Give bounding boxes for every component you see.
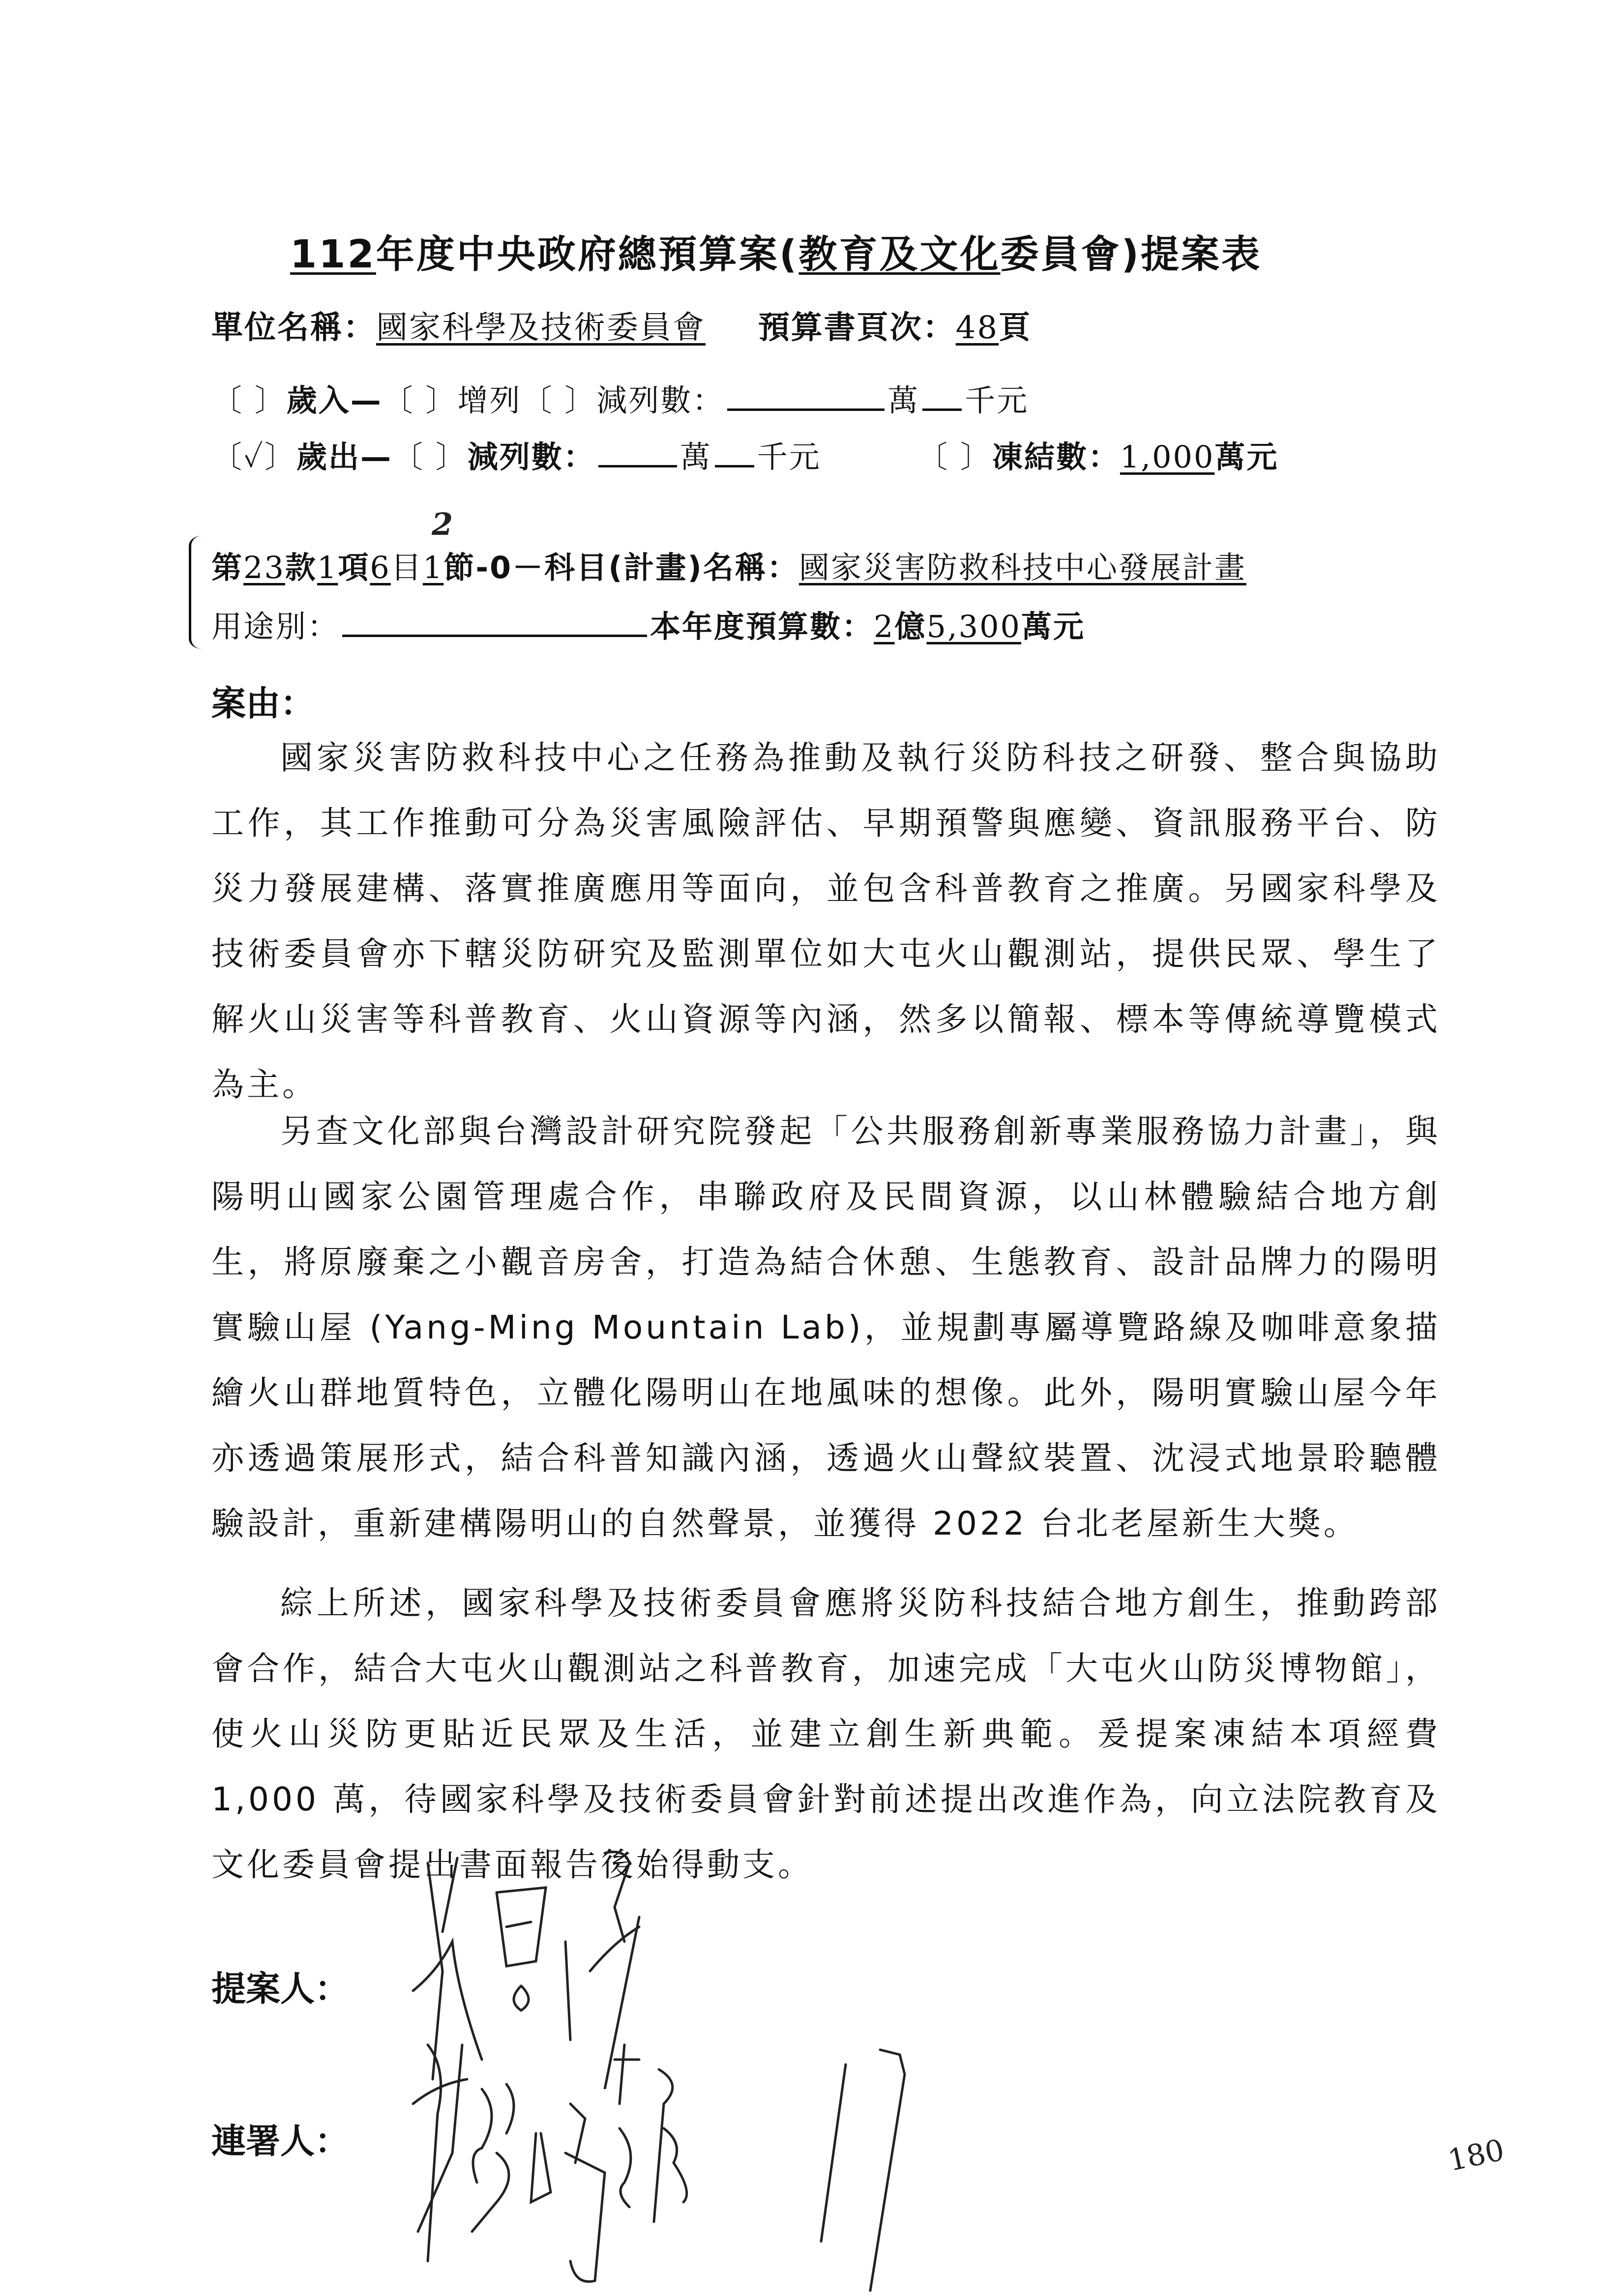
exp-qian-blank[interactable] [715,461,754,467]
title-text-1: 年度中央政府總預算案( [376,233,799,277]
budget-yi-value: 2 [874,609,895,644]
reason-paragraph-3: 綜上所述，國家科學及技術委員會應將災防科技結合地方創生，推動跨部會合作，結合大屯火山觀測站之科普教育，加速完成「大屯火山防災博物館」，使火山災防更貼近民眾及生活，並建立創生新典範。爰提案凍結本項經費 1,000 萬，待國家科學及技術委員會針對前述提出改進作為，向立法院教育及文化委員會提出書面報告後始得動支。 [211,1584,1441,1884]
reason-paragraph-2: 另查文化部與台灣設計研究院發起「公共服務創新專業服務協力計畫」，與陽明山國家公園管理處合作，串聯政府及民間資源，以山林體驗結合地方創生，將原廢棄之小觀音房舍，打造為結合休憩、生態教育、設計品牌力的陽明實驗山屋 (Yang-Ming Mountain Lab)，並規劃專屬導覽路線及咖啡意象描繪火山群地質特色，立體化陽明山在地風味的想像。此外，陽明實驗山屋今年亦透過策展形式，結合科普知識內涵，透過火山聲紋裝置、沈浸式地景聆聽體驗設計，重新建構陽明山的自然聲景，並獲得 2022 台北老屋新生大獎。 [211,1112,1441,1542]
mu-value: 6 [370,550,391,585]
decrease-label: 減列數： [596,382,725,418]
revenue-label: 歲入— [286,382,383,418]
freeze-unit: 萬元 [1214,439,1279,475]
usage-label: 用途別： [211,609,340,644]
title-year: 112 [290,233,376,277]
kuan-label: 款 [285,550,317,585]
exp-decrease-checkbox[interactable]: 〔 〕 [392,439,468,475]
budget-row [211,602,1085,646]
exp-qian-unit: 千元 [757,439,821,475]
handwritten-correction: 2 [432,506,453,542]
increase-label: 增列 [457,382,522,418]
cosigner-signatures [408,2005,1244,2296]
title-committee: 教育及文化 [798,233,1001,277]
exp-wan-unit: 萬 [679,439,712,475]
budget-wan-unit: 萬元 [1021,609,1086,644]
unit-label: 單位名稱： [211,310,376,346]
expenditure-row [211,433,1278,476]
wan-unit: 萬 [887,382,920,418]
freeze-value: 1,000 [1120,439,1215,475]
unit-value: 國家科學及技術委員會 [376,310,706,346]
reason-paragraph-1: 國家災害防救科技中心之任務為推動及執行災防科技之研發、整合與協助工作，其工作推動可分為災害風險評估、早期預警與應變、資訊服務平台、防災力發展建構、落實推廣應用等面向，並包含科普教育之推廣。另國家科學及技術委員會亦下轄災防研究及監測單位如大屯火山觀測站，提供民眾、學生了解火山災害等科普教育、火山資源等內涵，然多以簡報、標本等傳統導覽模式為主。 [211,739,1441,1104]
expenditure-label: 歲出— [296,439,393,475]
qian-blank[interactable] [922,405,962,411]
page-value: 48 [955,310,999,346]
cosigners-label: 連署人： [211,2121,349,2161]
xiang-value: 1 [317,550,338,585]
kuan-value: 23 [243,550,285,585]
revenue-checkbox[interactable]: 〔 〕 [211,382,287,418]
jie-value: 1 [422,550,444,585]
subject-prefix: 第 [211,550,244,585]
budget-yi-unit: 億 [894,609,927,644]
qian-unit: 千元 [965,382,1029,418]
expenditure-checkbox[interactable]: 〔✓〕 [211,439,296,475]
page-unit: 頁 [999,310,1032,346]
mu-label: 目 [390,550,423,585]
reason-label: 案由： [211,683,315,724]
unit-row [211,302,1032,348]
title-text-2: 委員會)提案表 [1000,233,1262,277]
wan-blank[interactable] [727,405,885,411]
jie-label: 節-0－ [443,550,545,585]
subject-bracket [189,536,202,649]
document-title [290,224,1262,279]
exp-wan-blank[interactable] [598,461,677,467]
exp-decrease-label: 減列數： [467,439,595,475]
decrease-checkbox[interactable]: 〔 〕 [521,382,597,418]
page-mark: 180 [1445,2132,1507,2179]
subject-name-value: 國家災害防救科技中心發展計畫 [798,550,1246,585]
budget-label: 本年度預算數： [650,609,874,644]
revenue-row [211,376,1029,420]
subject-name-label: 科目(計畫)名稱： [544,550,799,585]
page-label: 預算書頁次： [758,310,956,346]
subject-row [211,543,1246,587]
xiang-label: 項 [338,550,370,585]
freeze-label: 凍結數： [992,439,1120,475]
increase-checkbox[interactable]: 〔 〕 [382,382,458,418]
freeze-checkbox[interactable]: 〔 〕 [917,439,992,475]
usage-blank[interactable] [342,631,647,637]
budget-wan-value: 5,300 [926,609,1021,644]
proposer-label: 提案人： [211,1969,349,2009]
